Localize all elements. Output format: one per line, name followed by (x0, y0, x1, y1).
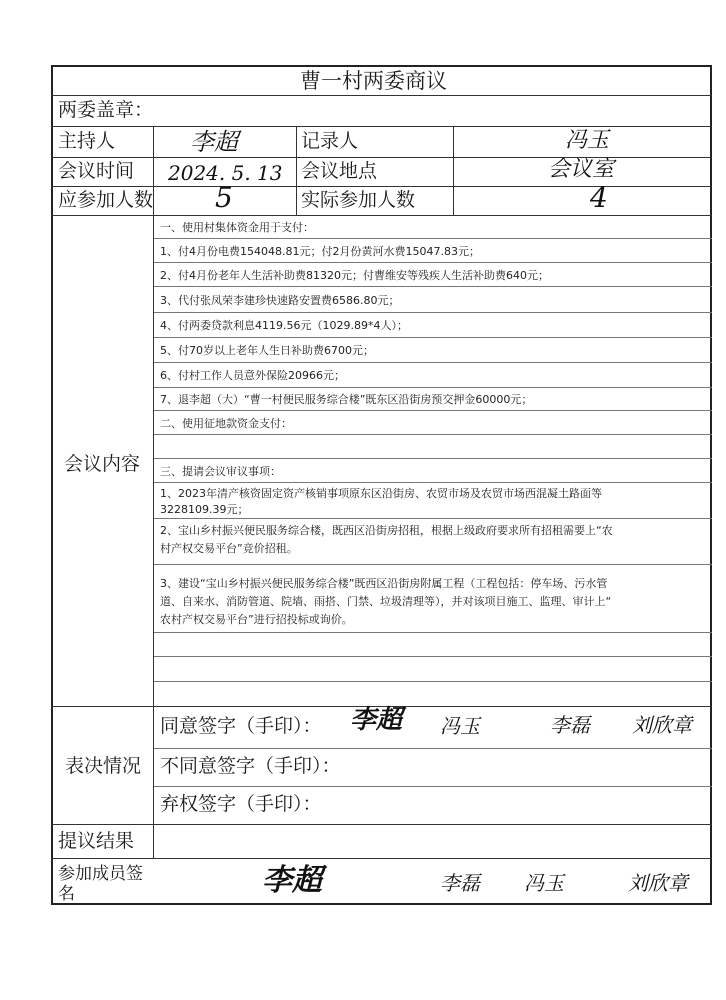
content-line-text: 3228109.39元； (160, 503, 249, 516)
content-line-text: 6、付村工作人员意外保险20966元； (160, 369, 345, 382)
content-line-text: 三、提请会议审议事项： (160, 465, 281, 478)
content-line (153, 410, 712, 411)
content-line (153, 656, 712, 657)
disagree-label: 不同意签字（手印）： (160, 755, 341, 777)
content-line-text: 道、自来水、消防管道、院墙、雨搭、门禁、垃圾清理等），并对该项目施工、监理、审计上“ (160, 595, 612, 608)
signature: 李超 (350, 705, 403, 735)
members-label-cont: 名 (58, 884, 75, 904)
content-line (153, 518, 712, 519)
should-attend-label: 应参加人数 (58, 189, 154, 211)
content-line-text: 3、建设“宝山乡村振兴便民服务综合楼”既西区沿街房附属工程（工程包括：停车场、污水管 (160, 577, 608, 590)
recorder-value: 冯玉 (565, 128, 610, 153)
row-divider (51, 824, 712, 825)
members-label: 参加成员签 (58, 864, 143, 884)
content-line (153, 286, 712, 287)
col-divider (453, 126, 454, 215)
host-value: 李超 (190, 128, 238, 156)
content-label: 会议内容 (64, 453, 141, 475)
content-line-text: 4、付两委贷款利息4119.56元（1029.89*4人）； (160, 319, 408, 332)
actual-attend-value: 4 (590, 181, 608, 214)
signature: 李磊 (550, 713, 590, 737)
abstain-label: 弃权签字（手印）： (160, 793, 322, 815)
content-line-text: 农村产权交易平台”进行招投标或询价。 (160, 613, 353, 626)
row-divider (51, 858, 712, 859)
signature: 冯玉 (524, 871, 564, 895)
agree-label: 同意签字（手印）： (160, 715, 322, 737)
signature: 李磊 (440, 871, 480, 895)
content-line-text: 1、2023年清产核资固定资产核销事项原东区沿街房、农贸市场及农贸市场西混凝土路面等 (160, 487, 602, 500)
vote-line (153, 786, 712, 787)
signature: 李超 (262, 863, 322, 898)
content-line (153, 458, 712, 459)
content-line-text: 2、宝山乡村振兴便民服务综合楼，既西区沿街房招租，根据上级政府要求所有招租需要上“农 (160, 524, 613, 537)
content-line (153, 681, 712, 682)
recorder-label: 记录人 (301, 130, 359, 152)
content-line (153, 362, 712, 363)
content-line (153, 632, 712, 633)
content-line (153, 337, 712, 338)
row-divider (51, 215, 712, 216)
host-label: 主持人 (58, 130, 116, 152)
content-line-text: 2、付4月份老年人生活补助费81320元；付曹维安等残疾人生活补助费640元； (160, 269, 549, 282)
col-divider (296, 126, 297, 215)
content-line (153, 434, 712, 435)
page-title: 曹一村两委商议 (300, 69, 447, 93)
vote-line (153, 748, 712, 749)
should-attend-value: 5 (215, 181, 233, 214)
row-divider (51, 186, 712, 187)
time-value: 2024. 5. 13 (168, 161, 283, 185)
place-value: 会议室 (548, 157, 615, 182)
col-divider (153, 126, 154, 858)
content-line-text: 7、退李超（大）“曹一村便民服务综合楼”既东区沿街房预交押金60000元； (160, 393, 533, 406)
result-label: 提议结果 (58, 830, 135, 852)
row-divider (51, 95, 712, 96)
content-line (153, 482, 712, 483)
stamp-label: 两委盖章： (58, 99, 154, 121)
place-label: 会议地点 (301, 160, 378, 182)
actual-attend-label: 实际参加人数 (301, 189, 416, 211)
content-line (153, 312, 712, 313)
signature: 刘欣章 (632, 713, 692, 737)
content-line-text: 二、使用征地款资金支付： (160, 417, 292, 430)
vote-label: 表决情况 (65, 755, 142, 777)
signature: 刘欣章 (628, 871, 688, 895)
content-line (153, 387, 712, 388)
signature: 冯玉 (440, 714, 480, 738)
content-line-text: 1、付4月份电费154048.81元；付2月份黄河水费15047.83元； (160, 245, 480, 258)
content-line-text: 村产权交易平台”竞价招租。 (160, 542, 298, 555)
content-line-text: 3、代付张凤荣李建珍快速路安置费6586.80元； (160, 294, 400, 307)
content-line-text: 5、付70岁以上老年人生日补助费6700元； (160, 344, 374, 357)
content-line (153, 564, 712, 565)
row-divider (51, 126, 712, 127)
time-label: 会议时间 (58, 160, 135, 182)
content-line (153, 238, 712, 239)
content-line (153, 262, 712, 263)
content-line-text: 一、使用村集体资金用于支付： (160, 221, 314, 234)
